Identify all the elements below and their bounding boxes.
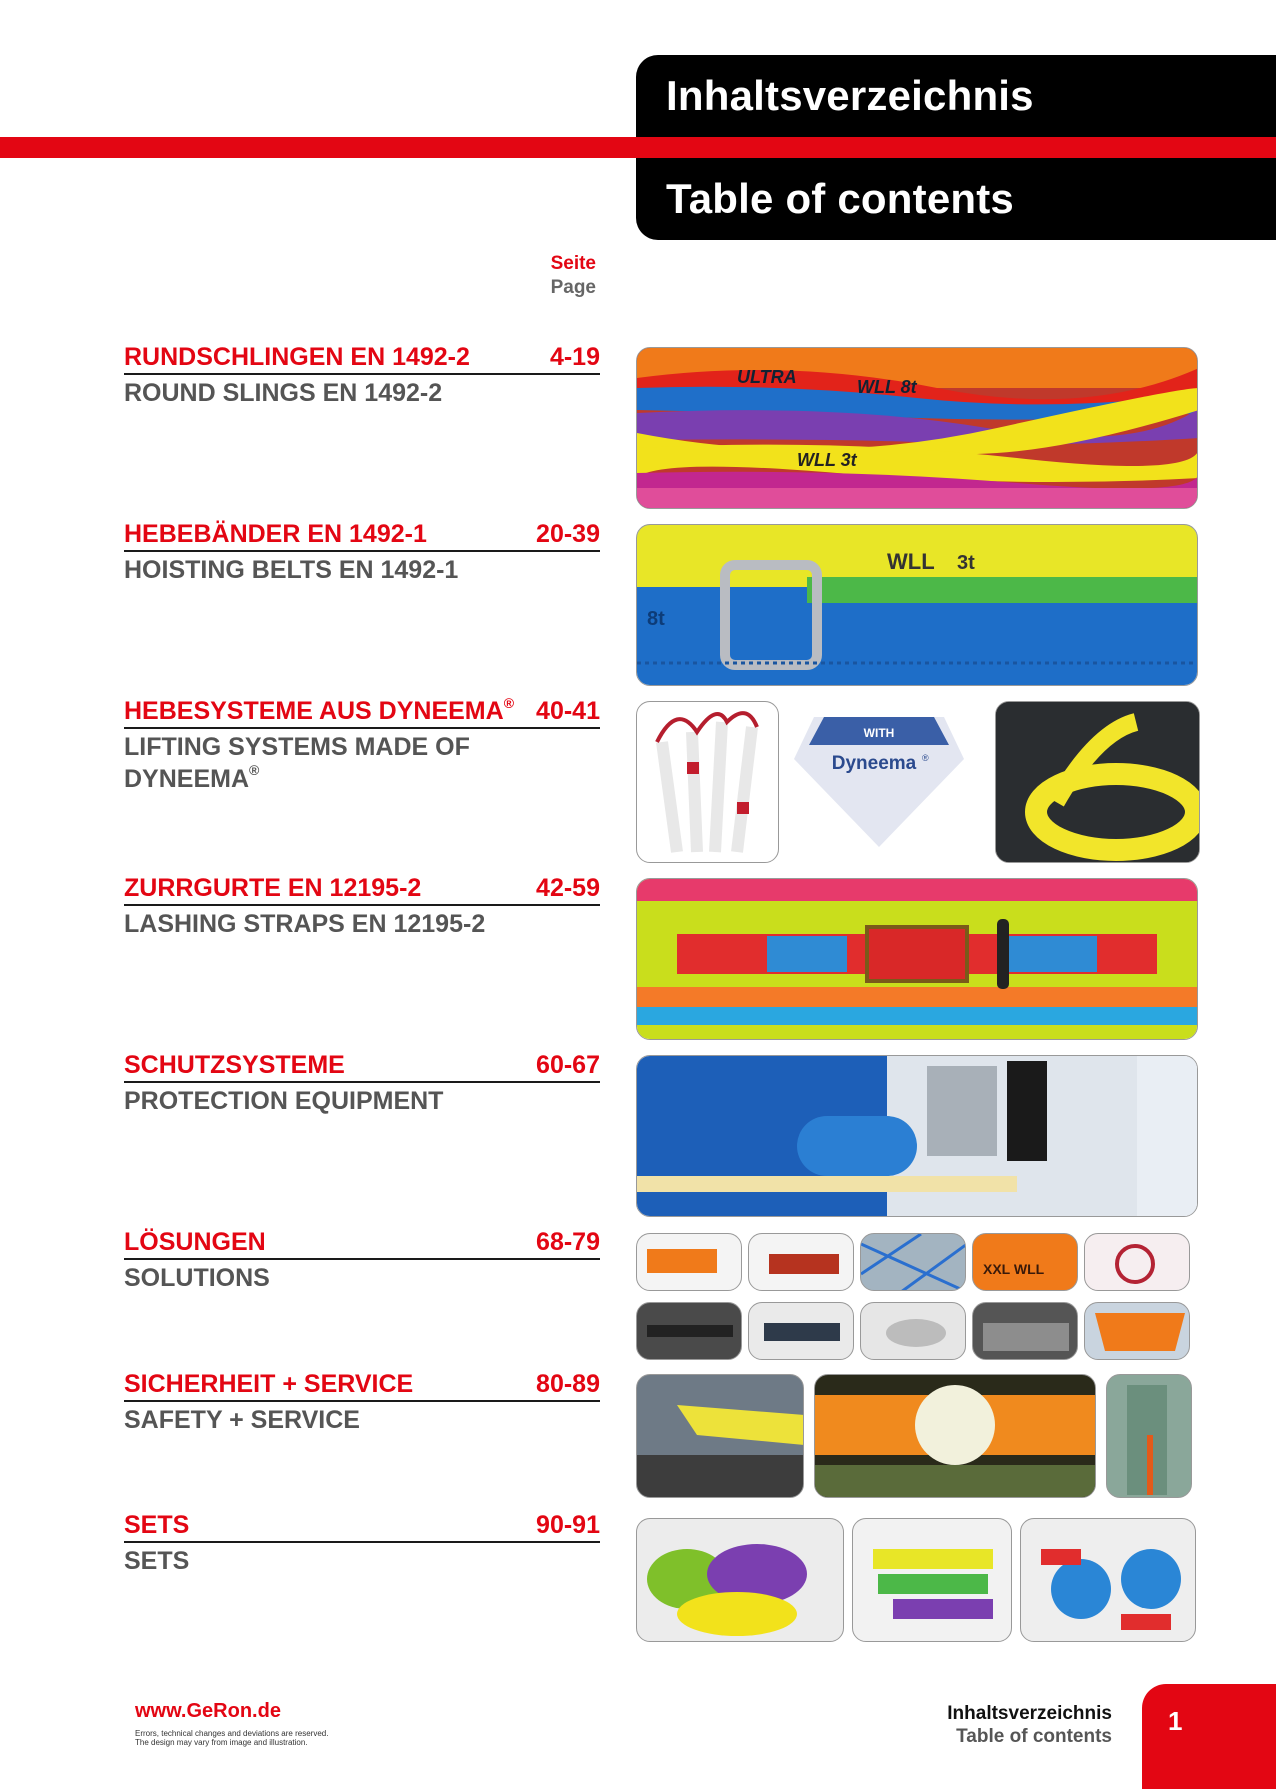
photo-sets xyxy=(636,1518,1200,1642)
toc-title-en: LASHING STRAPS EN 12195-2 xyxy=(124,910,486,938)
toc-entry-safety-service[interactable] xyxy=(124,1369,600,1436)
footer-section-en: Table of contents xyxy=(956,1726,1112,1747)
photo-solutions-row-1 xyxy=(636,1233,1200,1293)
toc-entry-round-slings[interactable] xyxy=(124,342,600,409)
photo-dyneema xyxy=(636,701,1200,863)
footer-note-1: Errors, technical changes and deviations are reserved. xyxy=(135,1729,329,1738)
belt-label-3t: 3t xyxy=(957,552,975,574)
dyneema-slings-image xyxy=(636,701,779,863)
dyneema-registered: ® xyxy=(922,753,929,763)
safety-test-image xyxy=(814,1374,1096,1498)
toc-title-de: RUNDSCHLINGEN EN 1492-2 xyxy=(124,343,470,371)
photo-round-slings xyxy=(636,347,1200,509)
toc-entry-protection[interactable] xyxy=(124,1050,600,1117)
header-red-stripe xyxy=(0,137,1276,158)
sets-belts-image xyxy=(852,1518,1012,1642)
photo-protection xyxy=(636,1055,1200,1217)
safety-lab-image xyxy=(1106,1374,1192,1498)
registered-mark: ® xyxy=(503,695,515,711)
footer-disclaimer xyxy=(135,1729,395,1747)
dyneema-with: WITH xyxy=(863,726,895,740)
footer-website-link[interactable]: www.GeRon.de xyxy=(135,1700,281,1722)
dyneema-brand: Dyneema xyxy=(831,753,917,774)
solution-thumb xyxy=(1084,1302,1190,1360)
safety-machine-image xyxy=(636,1374,804,1498)
sling-label-ultra: ULTRA xyxy=(737,367,797,387)
solution-thumb xyxy=(636,1233,742,1291)
belt-label-8t: 8t xyxy=(647,608,665,630)
toc-entry-lashing-straps[interactable] xyxy=(124,873,600,940)
photo-solutions-row-2 xyxy=(636,1302,1200,1362)
hoisting-belts-image xyxy=(636,524,1198,686)
footer-section-de: Inhaltsverzeichnis xyxy=(947,1703,1112,1724)
round-slings-image xyxy=(636,347,1198,509)
toc-title-en: SOLUTIONS xyxy=(124,1264,270,1292)
toc-pages: 80-89 xyxy=(536,1370,600,1398)
solution-thumb xyxy=(1084,1233,1190,1291)
page-label-en: Page xyxy=(550,277,596,298)
belt-label-wll: WLL xyxy=(887,549,935,574)
photo-lashing-straps xyxy=(636,878,1200,1040)
toc-title-de: SCHUTZSYSTEME xyxy=(124,1051,345,1079)
dyneema-rope-image xyxy=(995,701,1200,863)
sling-label-wll-3t: WLL 3t xyxy=(797,450,857,470)
sling-label-wll-8t: WLL 8t xyxy=(857,377,917,397)
footer-note-2: The design may vary from image and illustration. xyxy=(135,1738,308,1747)
solution-thumb xyxy=(972,1233,1078,1291)
page-number-tab xyxy=(1142,1684,1276,1789)
toc-title-en: ROUND SLINGS EN 1492-2 xyxy=(124,379,443,407)
toc-entry-sets[interactable] xyxy=(124,1510,600,1577)
toc-title-de: HEBESYSTEME AUS DYNEEMA xyxy=(124,697,504,725)
toc-pages: 20-39 xyxy=(536,520,600,548)
toc-entry-solutions[interactable] xyxy=(124,1227,600,1294)
toc-pages: 40-41 xyxy=(536,697,600,725)
solution-label-xxl: XXL WLL xyxy=(983,1261,1045,1277)
toc-title-en: HOISTING BELTS EN 1492-1 xyxy=(124,556,459,584)
toc-pages: 90-91 xyxy=(536,1511,600,1539)
toc-pages: 4-19 xyxy=(549,343,600,371)
toc-entry-dyneema[interactable] xyxy=(124,696,600,795)
page-column-header xyxy=(490,252,596,300)
toc-title-en: SAFETY + SERVICE xyxy=(124,1406,360,1434)
page-label-de: Seite xyxy=(550,253,596,274)
photo-hoisting-belts xyxy=(636,524,1200,686)
page-title-de: Inhaltsverzeichnis xyxy=(636,55,1276,137)
sets-round-slings-image xyxy=(636,1518,844,1642)
toc-title-de: ZURRGURTE EN 12195-2 xyxy=(124,874,422,902)
solution-thumb xyxy=(748,1233,854,1291)
toc-pages: 42-59 xyxy=(536,874,600,902)
solution-thumb xyxy=(860,1233,966,1291)
solution-thumb xyxy=(636,1302,742,1360)
lashing-straps-image xyxy=(636,878,1198,1040)
toc-title-en: LIFTING SYSTEMS MADE OF DYNEEMA xyxy=(124,733,470,793)
registered-mark: ® xyxy=(249,762,260,778)
toc-title-de: SETS xyxy=(124,1511,190,1539)
dyneema-logo xyxy=(779,701,979,863)
toc-title-de: HEBEBÄNDER EN 1492-1 xyxy=(124,520,427,548)
sets-lashing-image xyxy=(1020,1518,1196,1642)
toc-pages: 60-67 xyxy=(536,1051,600,1079)
toc-title-de: LÖSUNGEN xyxy=(124,1228,266,1256)
toc-entry-hoisting-belts[interactable] xyxy=(124,519,600,586)
footer-section-label xyxy=(947,1702,1112,1748)
solution-thumb xyxy=(860,1302,966,1360)
solution-thumb xyxy=(972,1302,1078,1360)
protection-image xyxy=(636,1055,1198,1217)
page-number: 1 xyxy=(1168,1706,1183,1736)
toc-pages: 68-79 xyxy=(536,1228,600,1256)
photo-safety-service xyxy=(636,1374,1200,1498)
solution-thumb xyxy=(748,1302,854,1360)
toc-title-en: SETS xyxy=(124,1547,190,1575)
toc-title-en: PROTECTION EQUIPMENT xyxy=(124,1087,444,1115)
toc-title-de: SICHERHEIT + SERVICE xyxy=(124,1370,414,1398)
page-title-en: Table of contents xyxy=(636,158,1276,240)
